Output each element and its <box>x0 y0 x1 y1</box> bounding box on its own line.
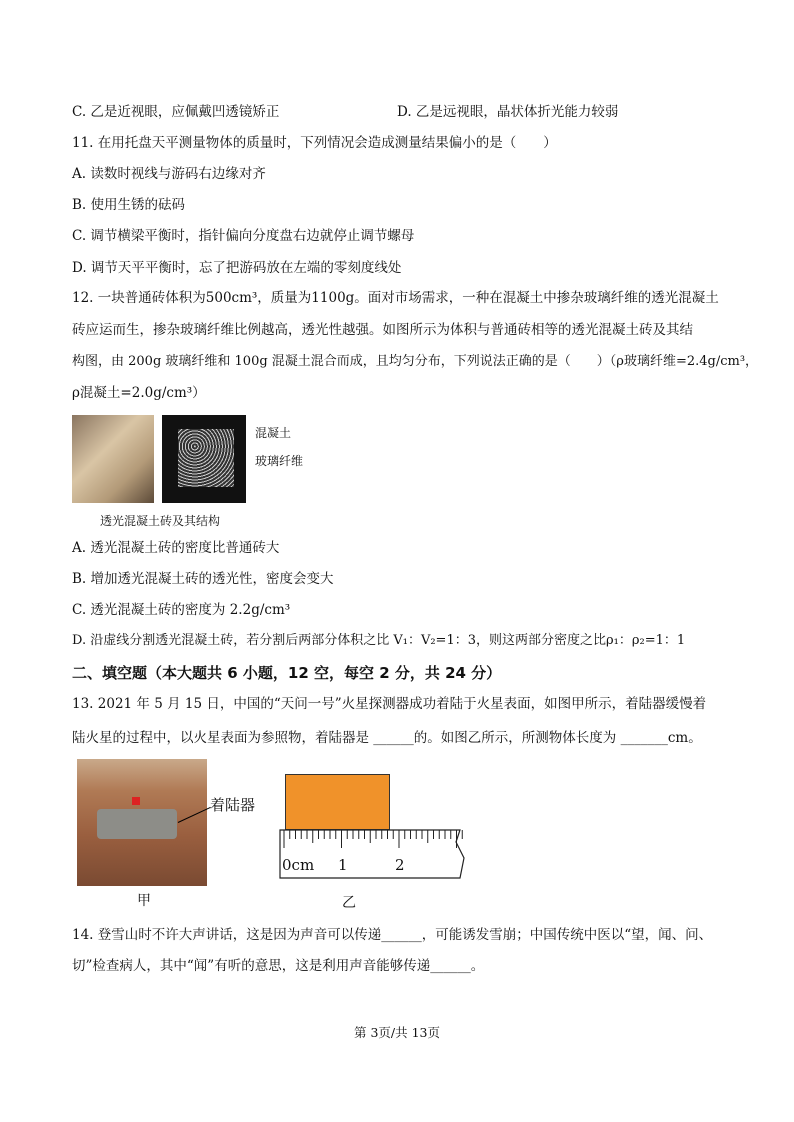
fig-b-caption: 乙 <box>342 895 356 911</box>
section-heading: 二、填空题（本大题共 6 小题，12 空，每空 2 分，共 24 分） <box>72 664 502 682</box>
q12-line-3: 构图，由 200g 玻璃纤维和 100g 混凝土混合而成，且均匀分布，下列说法正确的是（ ）（ρ玻璃纤维=2.4g/cm³， <box>72 354 759 369</box>
label-concrete: 混凝土 <box>255 426 292 440</box>
ruler-label-2: 2 <box>395 856 405 874</box>
q12-line-1: 12. 一块普通砖体积为500cm³，质量为1100g。面对市场需求，一种在混凝土中掺杂玻璃纤维的透光混凝土 <box>72 290 719 306</box>
ruler-label-0: 0cm <box>282 856 315 874</box>
q14-line-1: 14. 登雪山时不许大声讲话，这是因为声音可以传递______，可能诱发雪崩；中国传统中医以“望，闻、问、 <box>72 927 713 943</box>
q11-option-c: C. 调节横梁平衡时，指针偏向分度盘右边就停止调节螺母 <box>72 228 415 244</box>
q13-line-1: 13. 2021 年 5 月 15 日，中国的“天问一号”火星探测器成功着陆于火星表面，如图甲所示，着陆器缓慢着 <box>72 696 707 712</box>
q12-option-a: A. 透光混凝土砖的密度比普通砖大 <box>72 540 280 556</box>
ruler-label-1: 1 <box>338 856 348 874</box>
q11-option-b: B. 使用生锈的砝码 <box>72 197 186 213</box>
q13-line-2: 陆火星的过程中，以火星表面为参照物，着陆器是 ______的。如图乙所示，所测物体长度为 _______cm。 <box>72 730 702 746</box>
mars-lander-photo <box>77 759 207 886</box>
figure-caption: 透光混凝土砖及其结构 <box>100 514 221 528</box>
brick-photo <box>72 415 154 503</box>
q12-option-b: B. 增加透光混凝土砖的透光性，密度会变大 <box>72 571 334 587</box>
q11-option-a: A. 读数时视线与游码右边缘对齐 <box>72 166 266 182</box>
lander-label: 着陆器 <box>210 796 256 814</box>
q12-line-2: 砖应运而生，掺杂玻璃纤维比例越高，透光性越强。如图所示为体积与普通砖相等的透光混凝土砖及其结 <box>72 322 693 338</box>
q11-stem: 11. 在用托盘天平测量物体的质量时，下列情况会造成测量结果偏小的是（ ） <box>72 135 557 151</box>
q12-option-d: D. 沿虚线分割透光混凝土砖，若分割后两部分体积之比 V₁：V₂=1：3，则这两部分密度之比ρ₁：ρ₂=1：1 <box>72 633 686 648</box>
q10-option-d: D. 乙是远视眼，晶状体折光能力较弱 <box>397 104 619 120</box>
q12-line-4: ρ混凝土=2.0g/cm³） <box>72 385 206 401</box>
q14-line-2: 切”检查病人，其中“闻”有听的意思，这是利用声音能够传递______。 <box>72 958 485 974</box>
page-footer: 第 3页/共 13页 <box>353 1025 441 1040</box>
orange-block <box>285 774 390 830</box>
q10-option-c: C. 乙是近视眼，应佩戴凹透镜矫正 <box>72 104 280 120</box>
fig-a-caption: 甲 <box>137 893 151 909</box>
q11-option-d: D. 调节天平平衡时，忘了把游码放在左端的零刻度线处 <box>72 260 402 276</box>
q12-option-c: C. 透光混凝土砖的密度为 2.2g/cm³ <box>72 602 291 618</box>
brick-structure-image <box>162 415 246 503</box>
label-glass-fiber: 玻璃纤维 <box>255 454 304 468</box>
